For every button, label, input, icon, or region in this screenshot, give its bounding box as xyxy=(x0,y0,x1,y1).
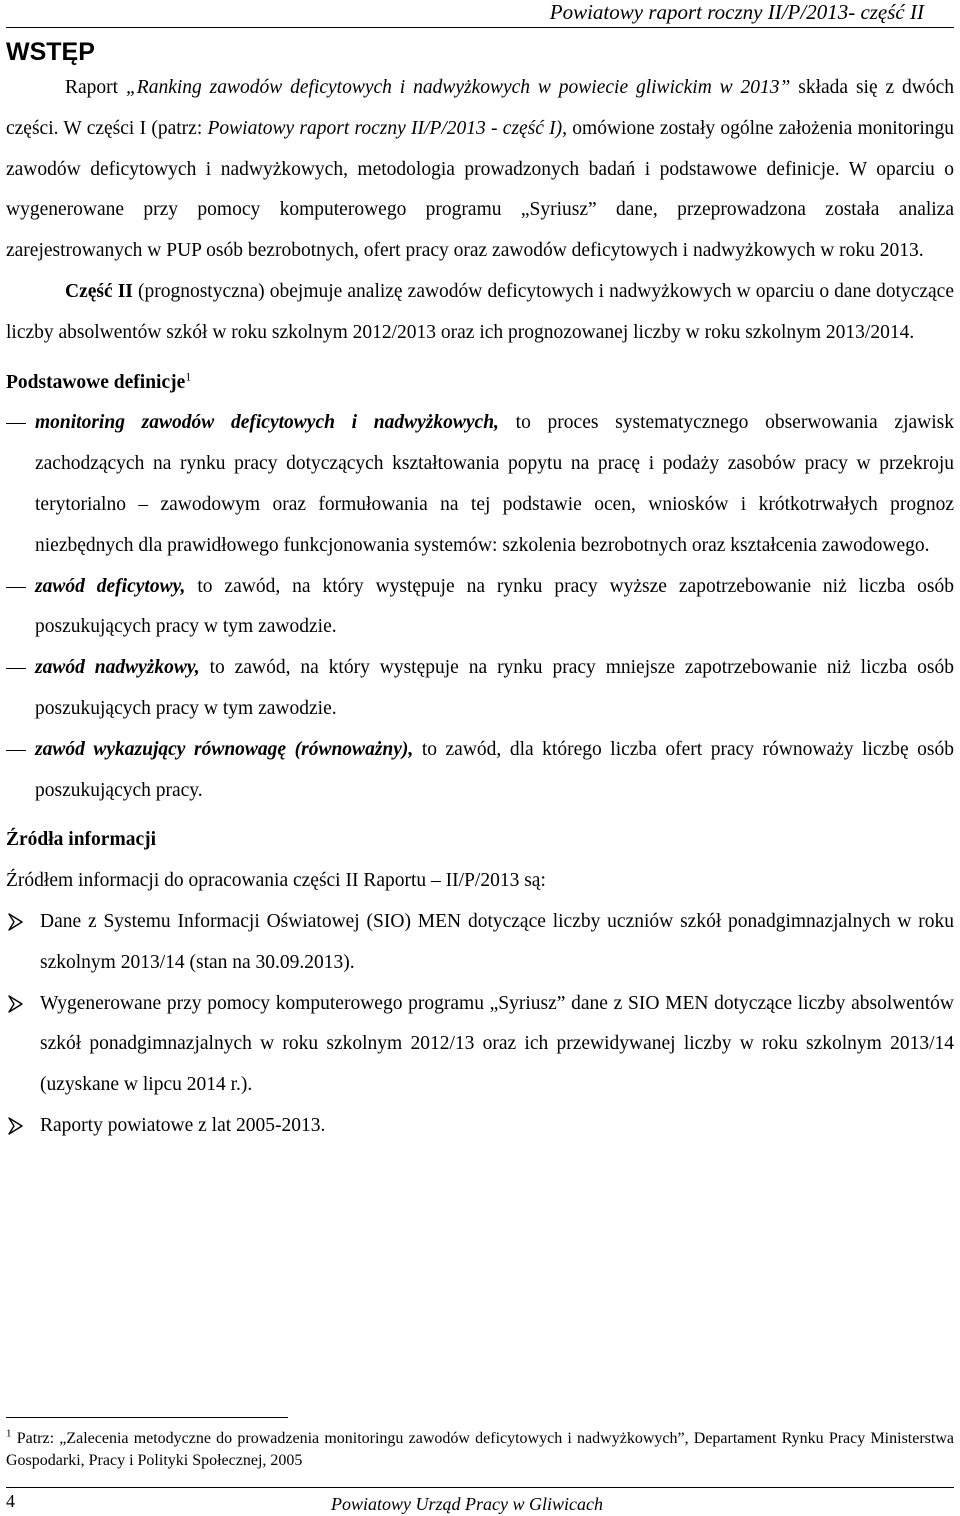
sources-intro: Źródłem informacji do opracowania części II Raportu – II/P/2013 są: xyxy=(6,870,546,892)
definition-item xyxy=(6,730,954,812)
definition-text: to zawód, na który występuje na rynku pracy wyższe zapotrzebowanie niż liczba osób poszukujących pracy w tym zawodzie. xyxy=(35,575,954,638)
definition-term: zawód deficytowy, xyxy=(35,575,186,597)
running-header: Powiatowy raport roczny II/P/2013- część II xyxy=(549,0,924,24)
definition-item xyxy=(6,567,954,649)
intro-text: składa się z dwóch części. W części I (patrz: xyxy=(6,77,954,139)
definition-term: zawód wykazujący równowagę (równoważny), xyxy=(35,738,414,760)
definition-item xyxy=(6,403,954,566)
arrow-bullet-icon xyxy=(6,1106,26,1146)
intro-text: (prognostyczna) obejmuje analizę zawodów deficytowych i nadwyżkowych w oparciu o dane dotyczące liczby absolwentów szkół w roku szkolnym 2012/2013 oraz ich prognozowanej liczby w roku szkolnym 2013/2014. xyxy=(6,280,954,343)
footnote-text: Patrz: „Zalecenia metodyczne do prowadzenia monitoringu zawodów deficytowych i nadwyżkowych”, Departament Rynku Pracy Ministerstwa Gospodarki, Pracy i Polityki Społecznej, 2005 xyxy=(6,1430,954,1469)
definition-term: zawód nadwyżkowy, xyxy=(35,657,200,679)
arrow-bullet-icon xyxy=(6,984,26,1024)
intro-paragraph-1 xyxy=(6,68,954,272)
definitions-heading xyxy=(6,363,954,404)
definitions-heading-text: Podstawowe definicje xyxy=(6,371,186,393)
header-rule xyxy=(6,27,954,28)
footnote-rule xyxy=(6,1417,288,1418)
report-title: „Ranking zawodów deficytowych i nadwyżkowych w powiecie gliwickim w 2013” xyxy=(125,77,791,98)
dash-bullet-icon xyxy=(6,587,26,588)
source-item xyxy=(6,1106,954,1147)
arrow-bullet-icon xyxy=(6,902,26,942)
intro-paragraph-2 xyxy=(6,272,954,354)
source-item xyxy=(6,902,954,984)
source-text: Wygenerowane przy pomocy komputerowego programu „Syriusz” dane z SIO MEN dotyczące liczby absolwentów szkół ponadgimnazjalnych w roku szkolnym 2012/13 oraz ich przewidywanej liczby w roku szkolnym 2013/14 (uzyskane w lipcu 2014 r.). xyxy=(40,992,954,1096)
definition-text: to zawód, dla którego liczba ofert pracy równoważy liczbę osób poszukujących pracy. xyxy=(35,738,954,801)
footnote xyxy=(6,1428,954,1472)
dash-bullet-icon xyxy=(6,750,26,751)
footer-rule xyxy=(6,1487,954,1488)
dash-bullet-icon xyxy=(6,423,26,424)
source-text: Raporty powiatowe z lat 2005-2013. xyxy=(40,1114,326,1136)
sources-heading: Źródła informacji xyxy=(6,829,157,851)
source-item xyxy=(6,984,954,1106)
definition-term: monitoring zawodów deficytowych i nadwyżkowych, xyxy=(35,412,499,434)
page-number: 4 xyxy=(6,1491,15,1511)
source-text: Dane z Systemu Informacji Oświatowej (SIO) MEN dotyczące liczby uczniów szkół ponadgimnazjalnych w roku szkolnym 2013/14 (stan na 30.09.2013). xyxy=(40,910,954,973)
report-reference: Powiatowy raport roczny II/P/2013 - część I), xyxy=(207,117,568,139)
intro-text: omówione zostały ogólne założenia monitoringu zawodów deficytowych i nadwyżkowych, metodologia prowadzonych badań i podstawowe definicje. W oparciu o wygenerowane przy pomocy komputerowego programu „Syriusz” dane, przeprowadzona została analiza zarejestrowanych w PUP osób bezrobotnych, ofert pracy oraz zawodów deficytowych i nadwyżkowych w roku 2013. xyxy=(6,117,954,262)
footnote-mark: 1 xyxy=(6,1427,12,1440)
footer-text: Powiatowy Urząd Pracy w Gliwicach xyxy=(331,1494,603,1514)
main-content xyxy=(6,68,954,1147)
footnote-reference: 1 xyxy=(185,369,192,384)
definition-text: to zawód, na który występuje na rynku pracy mniejsze zapotrzebowanie niż liczba osób poszukujących pracy w tym zawodzie. xyxy=(35,657,954,719)
part-two-label: Część II xyxy=(65,280,133,302)
section-title: WSTĘP xyxy=(6,38,95,66)
dash-bullet-icon xyxy=(6,668,26,669)
intro-text: Raport xyxy=(65,77,126,98)
definition-item xyxy=(6,648,954,730)
definition-text: to proces systematycznego obserwowania zjawisk zachodzących na rynku pracy dotyczących kształtowania popytu na pracę i podaży zasobów pracy w przekroju terytorialno – zawodowym oraz formułowania na tej podstawie ocen, wniosków i krótkotrwałych prognoz niezbędnych dla prawidłowego funkcjonowania systemów: szkolenia bezrobotnych oraz kształcenia zawodowego. xyxy=(35,412,954,556)
